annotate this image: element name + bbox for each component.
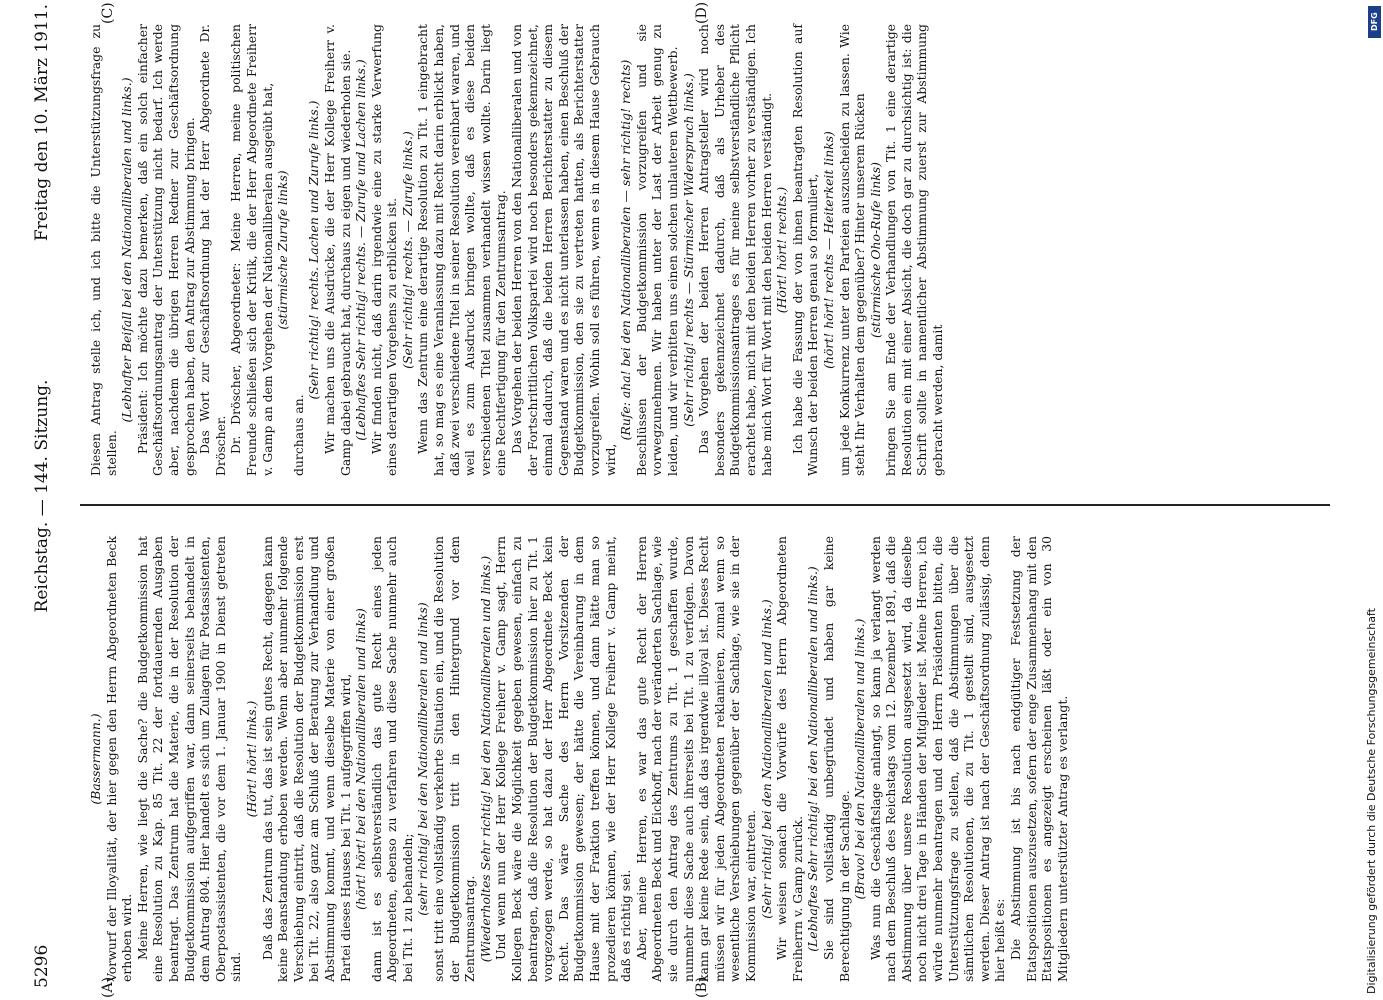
paragraph: Diesen Antrag stelle ich, und ich bitte die Unterstützungsfrage zu stellen. <box>88 24 119 476</box>
session-title: Reichstag. — 144. Sitzung. <box>32 379 52 613</box>
interjection: (hört! hört! rechts — Heiterkeit links) <box>820 131 836 369</box>
left-text-column <box>88 536 1070 982</box>
paragraph: Vorwurf der Illoyalität, der hier gegen den Herrn Abgeordneten Beck erhoben wird. <box>103 536 135 982</box>
interjection: (Sehr richtig! rechts. — Zurufe links.) <box>399 131 415 369</box>
paragraph: Wir finden nicht, daß darin irgendwie eine zu starke Verwerfung eines derartigen Vorgehens zu erblicken ist. <box>368 24 400 476</box>
interjection: (Lebhaftes Sehr richtig! rechts. — Zurufe und Lachen links.) <box>353 59 369 441</box>
paragraph: Wir machen uns die Ausdrücke, die der Herr Kollege Freiherr v. Gamp dabei gebraucht hat, durchaus zu eigen und wiederholen sie. <box>321 24 353 476</box>
interjection: (sehr richtig! bei den Nationalliberalen und links) <box>415 602 431 916</box>
dfg-logo: DFG <box>1368 6 1381 38</box>
paragraph: Dr. Dröscher, Abgeordneter: Meine Herren, meine politischen Freunde schließen sich der Kritik, die der Herr Abgeordnete Freiherr v. Gamp an dem Vorgehen der Nationalliberalen ausgeübt hat, <box>228 24 275 476</box>
page-number: 5296 <box>32 944 52 988</box>
paragraph: Sie sind vollständig unbegründet und haben gar keine Berechtigung in der Sachlage. <box>820 536 852 982</box>
paragraph: Ich habe die Fassung der von ihnen beantragten Resolution auf Wunsch der beiden Herren genau so formuliert, <box>789 24 821 476</box>
scanned-page <box>4 0 1344 996</box>
paragraph: um jede Konkurrenz unter den Parteien auszuscheiden zu lassen. Wie steht Ihr Verhalten dem gegenüber? Hinter unserem Rücken <box>836 24 868 476</box>
interjection: (Bassermann.) <box>88 713 103 805</box>
paragraph: Das Vorgehen der beiden Herren von den Nationalliberalen und von der Fortschrittlichen Volkspartei wird noch besonders gekennzeichnet, einmal dadurch, daß die beiden Herren Berichterstatter zu diesem Gegenstand waren und es nicht unterlassen haben, einen Beschluß der Budgetkommission, den sie zu vertreten hatten, als Berichterstatter vorzugreifen. Wohin soll es führen, wenn es in diesem Hause Gebrauch wird, <box>509 24 618 476</box>
interjection: (Bravo! bei den Nationalliberalen und links.) <box>852 618 868 900</box>
paragraph: Meine Herren, wie liegt die Sache? die Budgetkommission hat eine Resolution zu Kap. 85 Tit. 22 der fortdauernden Ausgaben beantragt. Das Zentrum hat die Materie, die in der Resolution der Budgetkommission aufgegriffen war, dann seinerseits behandelt in dem Antrag 804. Hier handelt es sich um Zulagen für Postassistenten, Oberpostassistenten, die vor dem 1. Januar 1900 in Dienst getreten sind. <box>134 536 244 982</box>
paragraph: Und wenn nun der Herr Kollege Freiherr v. Gamp sagt, Herrn Kollegen Beck wäre die Möglichkeit gegeben gewesen, einfach zu beantragen, daß die Resolution der Budgetkommission hier zu Tit. 1 vorgezogen werde, so hat dazu der Herr Abgeordnete Beck kein Recht. Das wäre Sache des Herrn Vorsitzenden der Budgetkommission gewesen; der hätte die Vereinbarung in dem Hause mit der Fraktion treffen können, und dann hätte man so prozedieren können, wie der Herr Kollege Freiherr v. Gamp meint, daß es richtig sei. <box>493 536 634 982</box>
interjection: (stürmische Oho-Rufe links) <box>867 162 883 338</box>
column-divider <box>80 504 1330 506</box>
paragraph: Aber, meine Herren, es war das gute Recht der Herren Abgeordneten Beck und Eickhoff, nach der veränderten Sachlage, wie sie durch den Antrag des Zentrums zu Tit. 1 geschaffen wurde, nunmehr diese Sache auch ihrerseits bei Tit. 1 zu verfolgen. Davon kann gar keine Rede sein, daß das irgendwie illoyal ist. Dieses Recht müssen wir für jeden Abgeordneten reklamieren, zumal wenn so wesentliche Verschiebungen gegenüber der Sachlage, wie sie in der Kommission war, eintreten. <box>633 536 758 982</box>
paragraph: bringen Sie am Ende der Verhandlungen von Tit. 1 eine derartige Resolution ein mit einer Absicht, die doch gar zu durchsichtig ist: die Schrift sollte in namentlicher Abstimmung zuerst zur Abstimmung gebracht werden, damit <box>883 24 946 476</box>
interjection: (Wiederholtes Sehr richtig! bei den Nationalliberalen und links.) <box>477 555 493 963</box>
paragraph: Die Abstimmung ist bis nach endgültiger Festsetzung der Etatspositionen auszusetzen, sofern der enge Zusammenhang mit den Etatspositionen es angezeigt erscheinen läßt oder ein von 30 Mitgliedern unterstützter Antrag es verlangt. <box>1008 536 1070 982</box>
interjection: (Sehr richtig! rechts — Stürmischer Widerspruch links.) <box>680 73 696 427</box>
paragraph: Das Wort zur Geschäftsordnung hat der Herr Abgeordnete Dr. Dröscher. <box>197 24 228 476</box>
paragraph: Das Vorgehen der beiden Herren Antragsteller wird noch besonders gekennzeichnet dadurch, daß als Urheber des Budgetkommissionsantrages es für meine selbstverständliche Pflicht erachtet habe, mich mit den beiden Herren vorher zu verständigen. Ich habe mich Wort für Wort mit den beiden Herren verständigt. <box>696 24 774 476</box>
interjection: (hört! hört! bei den Nationalliberalen und links) <box>353 608 369 910</box>
paragraph: Was nun die Geschäftslage anlangt, so kann ja verlangt werden nach dem Beschluß des Reichstags vom 12. Dezember 1891, daß die Abstimmung über unsere Resolution ausgesetzt wird, da dieselbe noch nicht drei Tage in Händen der Mitglieder ist. Meine Herren, ich würde nunmehr beantragen und den Herrn Präsidenten bitten, die Unterstützungsfrage zu stellen, daß die Abstimmungen über die sämtlichen Resolutionen, die zu Tit. 1 gestellt sind, ausgesetzt werden. Dieser Antrag ist nach der Geschäftsordnung zulässig, denn hier heißt es: <box>867 536 1008 982</box>
interjection: (Lebhafter Beifall bei den Nationalliberalen und links.) <box>119 77 135 423</box>
interjection: (Hört! hört! rechts.) <box>774 186 790 314</box>
interjection: (Sehr richtig! rechts. Lachen und Zurufe links.) <box>306 100 322 400</box>
credit-text: Digitalisierung gefördert durch die Deutsche Forschungsgemeinschaft <box>1365 608 1378 994</box>
digitization-credit <box>1364 8 1382 994</box>
paragraph: dann ist es selbstverständlich das gute Recht eines jeden Abgeordneten, ebenso zu verfahren und diese Sache nunmehr auch bei Tit. 1 zu behandeln; <box>368 536 415 982</box>
margin-mark-a: (A) <box>100 976 116 998</box>
interjection: (Hört! hört! links.) <box>243 700 259 818</box>
interjection: (Rufe: aha! bei den Nationalliberalen — sehr richtig! rechts) <box>618 59 634 441</box>
paragraph: durchaus an. <box>290 394 306 476</box>
interjection: (Lebhaftes Sehr richtig! bei den Nationalliberalen und links.) <box>805 566 821 952</box>
margin-mark-d: (D) <box>694 1 710 24</box>
paragraph: Beschlüssen der Budgetkommission vorzugreifen und sie vorwegzunehmen. Wir haben unter der Last der Arbeit genug zu leiden, und wir verbitten uns einen solchen unlauteren Wettbewerb. <box>633 24 680 476</box>
page-header <box>22 4 62 988</box>
session-date: Freitag den 10. März 1911. <box>32 4 52 242</box>
paragraph: Wir weisen sonach die Vorwürfe des Herrn Abgeordneten Freiherrn v. Gamp zurück. <box>774 536 805 982</box>
interjection: (stürmische Zurufe links) <box>275 170 291 330</box>
paragraph: sonst tritt eine vollständig verkehrte Situation ein, und die Resolution der Budgetkommission tritt in den Hintergrund vor dem Zentrumsantrag. <box>431 536 478 982</box>
right-text-column <box>88 24 946 476</box>
interjection: (Sehr richtig! bei den Nationalliberalen und links.) <box>758 599 774 919</box>
paragraph: Wenn das Zentrum eine derartige Resolution zu Tit. 1 eingebracht hat, so mag es eine Veranlassung dazu mit Recht darin erblickt haben, daß zwei verschiedene Titel in seiner Resolution vereinbart waren, und weil es zum Ausdruck bringen wollte, daß es diese beiden verschiedenen Titel zusammen verhandelt wissen wollte. Darin liegt eine Rechtfertigung für den Zentrumsantrag. <box>415 24 509 476</box>
paragraph: Präsident: Ich möchte dazu bemerken, daß ein solch einfacher Geschäftsordnungsantrag der Unterstützung nicht bedarf. Ich werde aber, nachdem die übrigen Herren Redner zur Geschäftsordnung gesprochen haben, den Antrag zur Abstimmung bringen. <box>134 24 197 476</box>
margin-mark-c: (C) <box>100 2 116 24</box>
margin-mark-b: (B) <box>694 976 710 998</box>
paragraph: Daß das Zentrum das tut, das ist sein gutes Recht, dagegen kann keine Beanstandung erhoben werden. Wenn aber nunmehr folgende Verschiebung eintritt, daß die Resolution der Budgetkommission erst bei Tit. 22, also ganz am Schluß der Beratung zur Verhandlung und Abstimmung kommt, und wenn dieselbe Materie von einer großen Partei dieses Hauses bei Tit. 1 aufgegriffen wird, <box>259 536 353 982</box>
